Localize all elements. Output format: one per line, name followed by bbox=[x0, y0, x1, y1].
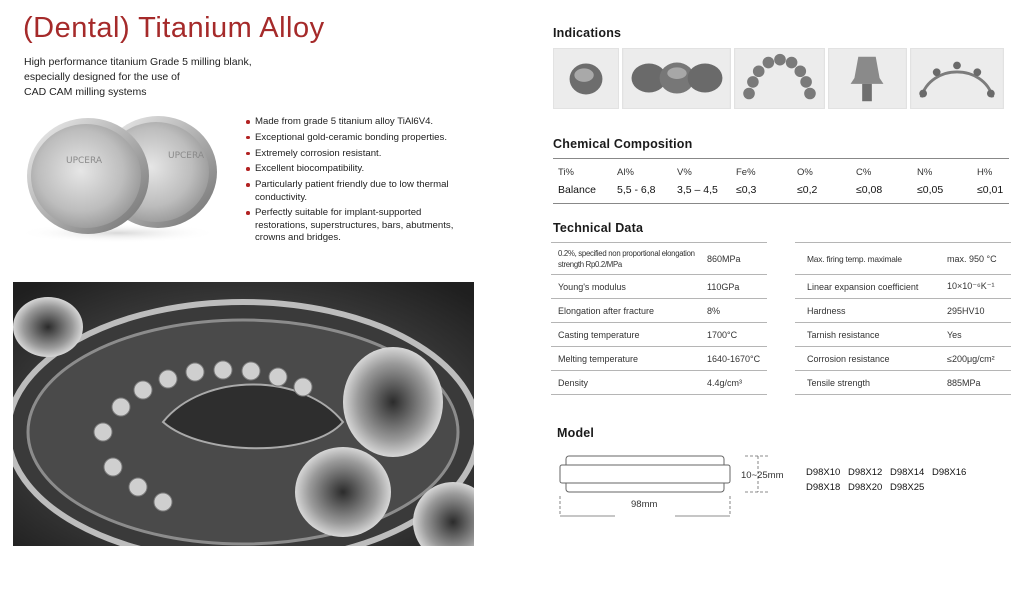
tech-label: Melting temperature bbox=[551, 347, 700, 371]
chemical-cell: Fe% ≤0,3 bbox=[736, 167, 757, 196]
table-row bbox=[551, 275, 767, 299]
tech-label: Elongation after fracture bbox=[551, 299, 700, 323]
table-row bbox=[795, 243, 1011, 275]
disc-dimension-diagram bbox=[555, 450, 800, 520]
tech-label: Tarnish resistance bbox=[795, 323, 940, 347]
model-code: D98X14 bbox=[889, 467, 925, 478]
feature-list bbox=[246, 116, 466, 248]
tech-label: Corrosion resistance bbox=[795, 347, 940, 371]
model-code: D98X12 bbox=[847, 467, 883, 478]
technical-heading: Technical Data bbox=[553, 221, 644, 235]
tech-value: Yes bbox=[940, 323, 1011, 347]
model-code: D98X25 bbox=[889, 482, 925, 493]
tech-table-right bbox=[795, 242, 1011, 395]
tech-value: max. 950 °C bbox=[940, 243, 1011, 275]
table-row bbox=[795, 323, 1011, 347]
tech-label: Density bbox=[551, 371, 700, 395]
tech-label: Max. firing temp. maximale bbox=[795, 243, 940, 275]
model-code: D98X20 bbox=[847, 482, 883, 493]
chemical-cell: C% ≤0,08 bbox=[856, 167, 883, 196]
tech-label: Hardness bbox=[795, 299, 940, 323]
intro-line: High performance titanium Grade 5 milling blank, bbox=[24, 56, 252, 68]
model-code-list bbox=[806, 465, 971, 495]
feature-item: Exceptional gold-ceramic bonding properties. bbox=[246, 132, 466, 144]
feature-item: Perfectly suitable for implant-supported restorations, superstructures, bars, abutments, crowns and bridges. bbox=[246, 207, 466, 244]
feature-item: Extremely corrosion resistant. bbox=[246, 148, 466, 160]
chemical-heading: Chemical Composition bbox=[553, 137, 693, 151]
table-row bbox=[795, 347, 1011, 371]
tech-label: 0.2%, specified non proportional elongation strength Rp0.2/MPa bbox=[551, 243, 700, 275]
thickness-label: 10~25mm bbox=[741, 470, 784, 481]
bridge-thumbnail bbox=[622, 48, 731, 109]
tech-label: Tensile strength bbox=[795, 371, 940, 395]
abutment-thumbnail bbox=[828, 48, 907, 109]
table-row bbox=[795, 275, 1011, 299]
chemical-cell: V% 3,5 – 4,5 bbox=[677, 167, 718, 196]
tech-value: 1640-1670°C bbox=[700, 347, 767, 371]
tech-value: 295HV10 bbox=[940, 299, 1011, 323]
tech-value: ≤200μg/cm² bbox=[940, 347, 1011, 371]
indications-heading: Indications bbox=[553, 26, 622, 40]
table-row bbox=[795, 299, 1011, 323]
implant-bar-thumbnail bbox=[910, 48, 1004, 109]
model-code: D98X16 bbox=[931, 467, 967, 478]
tech-value: 110GPa bbox=[700, 275, 767, 299]
tech-table-left bbox=[551, 242, 767, 395]
model-code-row bbox=[806, 465, 971, 480]
table-row bbox=[551, 299, 767, 323]
tech-value: 885MPa bbox=[940, 371, 1011, 395]
tech-label: Young's modulus bbox=[551, 275, 700, 299]
tech-value: 4.4g/cm³ bbox=[700, 371, 767, 395]
chemical-divider bbox=[553, 158, 1009, 159]
table-row bbox=[551, 371, 767, 395]
model-code: D98X10 bbox=[806, 467, 841, 478]
tech-label: Linear expansion coefficient bbox=[795, 275, 940, 299]
intro-line: especially designed for the use of bbox=[24, 71, 180, 83]
table-row bbox=[551, 347, 767, 371]
chemical-divider bbox=[553, 203, 1009, 204]
intro-text bbox=[24, 55, 252, 100]
disc-label: UPCERA bbox=[168, 151, 205, 161]
page-title: (Dental) Titanium Alloy bbox=[23, 12, 325, 44]
chemical-cell: Ti% Balance bbox=[558, 167, 596, 196]
chemical-cell: N% ≤0,05 bbox=[917, 167, 944, 196]
model-code-row bbox=[806, 480, 971, 495]
table-row bbox=[795, 371, 1011, 395]
table-row bbox=[551, 243, 767, 275]
chemical-cell: H% ≤0,01 bbox=[977, 167, 1004, 196]
tech-label: Casting temperature bbox=[551, 323, 700, 347]
full-arch-thumbnail bbox=[734, 48, 825, 109]
diameter-label: 98mm bbox=[631, 499, 658, 510]
table-row bbox=[551, 323, 767, 347]
chemical-cell: Al% 5,5 - 6,8 bbox=[617, 167, 656, 196]
disc-label: UPCERA bbox=[66, 156, 103, 166]
tech-value: 1700°C bbox=[700, 323, 767, 347]
model-heading: Model bbox=[557, 426, 595, 440]
chemical-cell: O% ≤0,2 bbox=[797, 167, 818, 196]
feature-item: Particularly patient friendly due to low thermal conductivity. bbox=[246, 179, 466, 204]
titanium-discs-image bbox=[18, 108, 223, 243]
tech-value: 8% bbox=[700, 299, 767, 323]
model-code: D98X18 bbox=[806, 482, 841, 493]
intro-line: CAD CAM milling systems bbox=[24, 86, 147, 98]
feature-item: Excellent biocompatibility. bbox=[246, 163, 466, 175]
tech-value: 10×10⁻⁶K⁻¹ bbox=[940, 275, 1011, 299]
milling-photo bbox=[13, 282, 474, 546]
single-crown-thumbnail bbox=[553, 48, 619, 109]
feature-item: Made from grade 5 titanium alloy TiAl6V4. bbox=[246, 116, 466, 128]
tech-value: 860MPa bbox=[700, 243, 767, 275]
